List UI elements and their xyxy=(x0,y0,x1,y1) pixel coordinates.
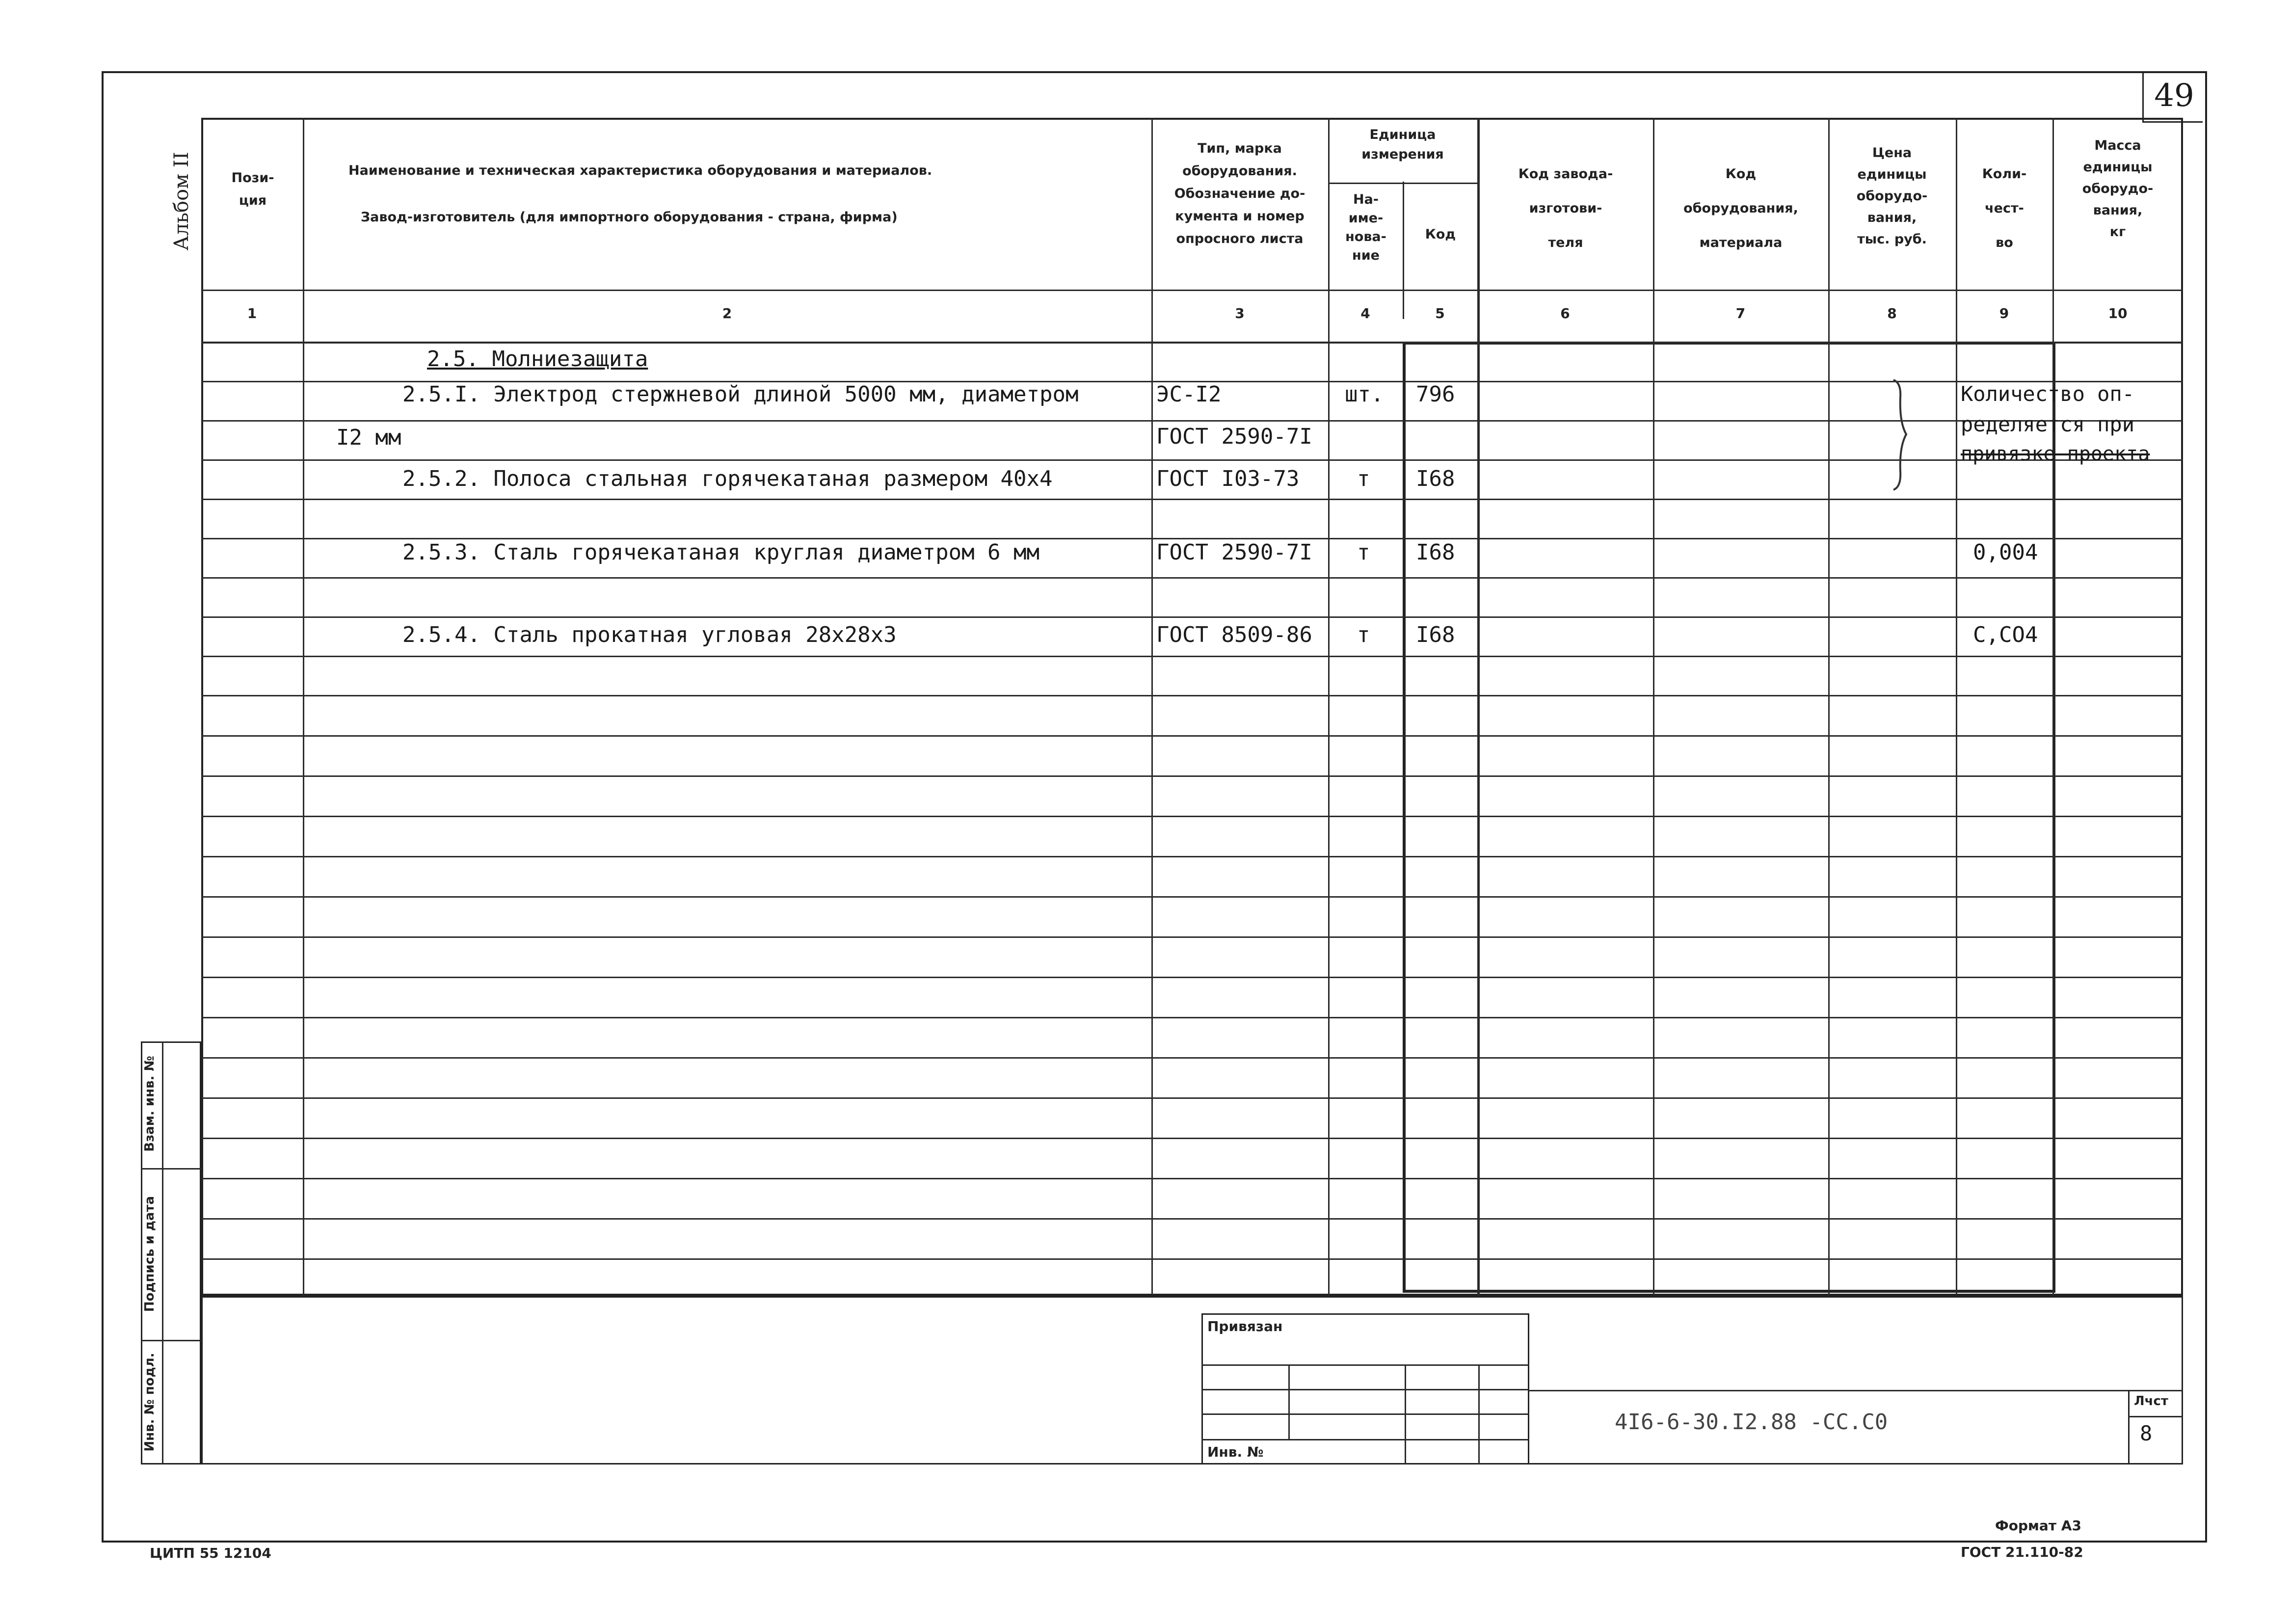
row-line xyxy=(201,936,2183,938)
header-mass: Масса единицы оборудо- вания, кг xyxy=(2082,138,2154,240)
item-code: I68 xyxy=(1416,540,1455,565)
item-code: 796 xyxy=(1416,382,1455,407)
col-line xyxy=(1653,118,1654,1296)
row-line xyxy=(201,856,2183,857)
row-line xyxy=(201,695,2183,696)
colnum: 3 xyxy=(1235,305,1245,321)
side-stamp-divider xyxy=(162,1041,163,1464)
header-unit-group: Единица измерения xyxy=(1361,127,1444,162)
row-line xyxy=(201,577,2183,579)
side-stamp-label: Подпись и дата xyxy=(142,1196,157,1312)
colnum-bottom-line xyxy=(201,342,2183,344)
item-type: ГОСТ 8509-86 xyxy=(1156,622,1312,647)
col-line xyxy=(1477,118,1480,1296)
row-line xyxy=(201,816,2183,817)
unit-group-line xyxy=(1328,183,1477,184)
colnum: 10 xyxy=(2108,305,2128,321)
row-line xyxy=(201,1178,2183,1179)
row-line xyxy=(201,896,2183,898)
bound-line xyxy=(1201,1364,1529,1366)
header-type: Тип, марка оборудования. Обозначение до- кумента и номер опросного листа xyxy=(1174,141,1305,246)
row-line xyxy=(201,459,2183,461)
sheet-value: 8 xyxy=(2140,1421,2153,1445)
side-stamp-label: Инв. № подл. xyxy=(142,1353,157,1452)
colnum: 9 xyxy=(1999,305,2009,321)
bound-divider xyxy=(1405,1364,1406,1464)
col-line xyxy=(1828,118,1830,1296)
colnum: 6 xyxy=(1560,305,1570,321)
item-type: ЭС-I2 xyxy=(1156,382,1222,407)
bound-line xyxy=(1201,1439,1529,1440)
item-type: ГОСТ 2590-7I xyxy=(1156,424,1312,449)
sheet-line xyxy=(2128,1416,2183,1417)
footer-left: ЦИТП 55 12104 xyxy=(150,1545,271,1561)
row-line xyxy=(201,1057,2183,1059)
row-line xyxy=(201,775,2183,777)
header-name-line2: Завод-изготовитель (для импортного оборудования - страна, фирма) xyxy=(361,210,898,225)
colnum: 8 xyxy=(1887,305,1897,321)
header-factory-code: Код завода- изготови- теля xyxy=(1518,166,1613,250)
bound-line xyxy=(1201,1413,1529,1415)
footer-format: Формат А3 xyxy=(1995,1518,2081,1534)
doc-code: 4I6-6-30.I2.88 -СС.С0 xyxy=(1615,1410,1888,1435)
row-line xyxy=(201,1258,2183,1260)
col-line xyxy=(303,118,304,1296)
header-name-line1: Наименование и техническая характеристика оборудования и материалов. xyxy=(348,163,932,178)
row-line xyxy=(201,977,2183,978)
header-equipment-code: Код оборудования, материала xyxy=(1683,166,1798,250)
row-line xyxy=(201,1097,2183,1099)
header-unit-name: На- име- нова- ние xyxy=(1345,192,1386,263)
colnum: 7 xyxy=(1735,305,1746,321)
header-unit-code: Код xyxy=(1425,227,1456,242)
footer-gost: ГОСТ 21.110-82 xyxy=(1961,1544,2083,1560)
album-label: Альбом II xyxy=(170,152,193,251)
row-line xyxy=(201,616,2183,618)
item-qty: С,СО4 xyxy=(1973,622,2038,647)
row-line xyxy=(201,656,2183,657)
item-qty: 0,004 xyxy=(1973,540,2038,565)
header-bottom-line xyxy=(201,290,2183,291)
col-line xyxy=(1403,182,1404,319)
bound-line xyxy=(1201,1389,1529,1390)
item-unit: т xyxy=(1357,466,1370,491)
col-line xyxy=(1328,118,1330,1296)
header-price: Цена единицы оборудо- вания, тыс. руб. xyxy=(1856,145,1928,247)
row-line xyxy=(201,735,2183,737)
inv-label: Инв. № xyxy=(1207,1444,1264,1460)
page-number: 49 xyxy=(2154,78,2194,114)
bound-divider xyxy=(1478,1364,1480,1464)
item-type: ГОСТ 2590-7I xyxy=(1156,540,1312,565)
item-name: 2.5.3. Сталь горячекатаная круглая диаметром 6 мм xyxy=(402,540,1040,565)
item-unit: т xyxy=(1357,622,1370,647)
row-line xyxy=(201,538,2183,539)
item-name: I2 мм xyxy=(336,425,401,450)
item-code: I68 xyxy=(1416,466,1455,491)
bound-divider xyxy=(1288,1364,1290,1439)
note-line: привязке проекта xyxy=(1961,443,2150,465)
code-line xyxy=(1529,1390,2183,1391)
section-title: 2.5. Молниезащита xyxy=(427,346,648,372)
colnum: 5 xyxy=(1435,305,1445,321)
row-line xyxy=(201,499,2183,500)
item-name: 2.5.2. Полоса стальная горячекатаная размером 40х4 xyxy=(402,466,1053,491)
row-line xyxy=(201,420,2183,422)
side-stamp-label: Взам. инв. № xyxy=(142,1056,157,1152)
row-line xyxy=(201,1017,2183,1018)
header-quantity: Коли- чест- во xyxy=(1982,166,2027,250)
item-unit: т xyxy=(1357,540,1370,565)
note-line: ределяется при xyxy=(1961,412,2135,436)
row-line xyxy=(201,1218,2183,1220)
bottom-stamp-frame xyxy=(201,1296,2183,1464)
note-line: Количество оп- xyxy=(1961,382,2135,406)
item-unit: шт. xyxy=(1345,382,1384,407)
col-line xyxy=(2052,118,2054,1296)
colnum: 1 xyxy=(247,305,257,321)
col-line xyxy=(1956,118,1957,1296)
sheet-label: Лчст xyxy=(2134,1394,2168,1409)
item-code: I68 xyxy=(1416,622,1455,647)
item-name: 2.5.I. Электрод стержневой длиной 5000 мм, диаметром xyxy=(402,382,1079,407)
header-position: Пози- ция xyxy=(231,170,274,208)
row-line xyxy=(201,1138,2183,1139)
item-name: 2.5.4. Сталь прокатная угловая 28х28х3 xyxy=(402,622,897,647)
colnum: 2 xyxy=(722,305,732,321)
col-line xyxy=(1151,118,1153,1296)
thick-block xyxy=(1403,342,2055,1293)
brace-icon xyxy=(1890,378,1909,491)
colnum: 4 xyxy=(1360,305,1370,321)
item-type: ГОСТ I03-73 xyxy=(1156,466,1300,491)
bound-label: Привязан xyxy=(1207,1318,1283,1334)
